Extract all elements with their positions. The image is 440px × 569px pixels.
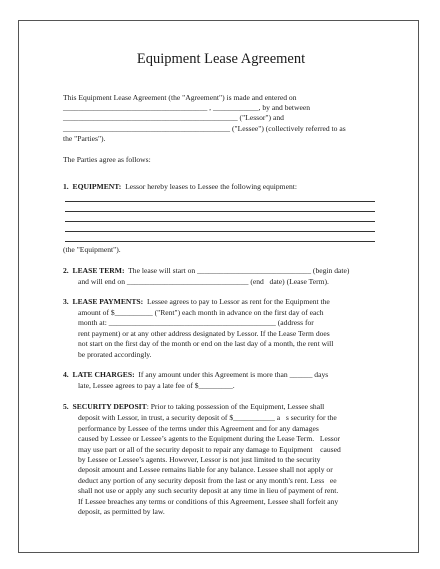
section-text: : Prior to taking possession of the Equipment, Lessee shall	[146, 402, 325, 411]
section-text: amount of $__________ ("Rent") each month in advance on the first day of each	[78, 308, 324, 317]
intro-line: the "Parties").	[63, 134, 106, 143]
section-text: performance by Lessee of the terms under this Agreement and for any damages	[78, 424, 319, 433]
section-lease-payments	[63, 297, 330, 307]
section-text: deposit, as permitted by law.	[78, 507, 165, 516]
section-equipment	[63, 182, 297, 192]
equipment-blank-line	[65, 241, 375, 242]
section-text: not start on the first day of the month or end on the last day of a month, the rent will	[78, 339, 334, 348]
section-text: deposit with Lessor, in trust, a security deposit of $___________ a s security for the	[78, 413, 337, 422]
section-text: shall not use or apply any such security deposit at any time in lieu of payment of rent.	[78, 486, 339, 495]
intro-line: ______________________________________________ ("Lessor") and	[63, 113, 284, 122]
section-text: deduct any portion of any security deposit from the last or any month's rent. Less ee	[78, 476, 337, 485]
equipment-blank-line	[65, 231, 375, 232]
equipment-blank-line	[65, 221, 375, 222]
agree-text: The Parties agree as follows:	[63, 155, 151, 164]
section-number: 2.	[63, 266, 69, 275]
section-number: 4.	[63, 370, 69, 379]
section-text: late, Lessee agrees to pay a late fee of $_________.	[78, 381, 235, 390]
section-text: month at: ____________________________________________ (address for	[78, 318, 314, 327]
section-number: 5.	[63, 402, 69, 411]
section-heading: LEASE PAYMENTS:	[72, 297, 144, 306]
section-text: may use part or all of the security deposit to repair any damage to Equipment caused	[78, 445, 341, 454]
intro-line: ____________________________________________ ("Lessee") (collectively referred to as	[63, 124, 346, 133]
intro-line: This Equipment Lease Agreement (the "Agreement") is made and entered on	[63, 93, 297, 102]
document-title: Equipment Lease Agreement	[136, 51, 306, 67]
section-text: Lessee agrees to pay to Lessor as rent for the Equipment the	[146, 297, 330, 306]
section-text: caused by Lessee or Lessee’s agents to the Equipment during the Lease Term. Lessor	[78, 434, 341, 443]
section-text: The lease will start on ______________________________ (begin date)	[128, 266, 350, 275]
equipment-closing: (the "Equipment").	[63, 245, 121, 254]
section-text: by Lessee or Lessee’s agents. However, Lessor is not just limited to the security	[78, 455, 321, 464]
section-text: be prorated accordingly.	[78, 350, 152, 359]
section-security-deposit	[63, 402, 324, 412]
section-text: Lessor hereby leases to Lessee the following equipment:	[125, 182, 297, 191]
section-heading: SECURITY DEPOSIT	[72, 402, 147, 411]
equipment-blank-line	[65, 201, 375, 202]
section-number: 3.	[63, 297, 69, 306]
section-text: and will end on ________________________________ (end date) (Lease Term).	[78, 277, 329, 286]
section-text: If any amount under this Agreement is more than ______ days	[138, 370, 329, 379]
section-number: 1.	[63, 182, 69, 191]
section-text: If Lessee breaches any terms or conditions of this Agreement, Lessee shall forfeit any	[78, 497, 339, 506]
intro-line: ______________________________________ , ____________, by and between	[63, 103, 310, 112]
section-heading: LATE CHARGES:	[72, 370, 135, 379]
section-text: rent payment) or at any other address designated by Lessor. If the Lease Term does	[78, 329, 330, 338]
section-late-charges	[63, 370, 328, 380]
equipment-blank-line	[65, 211, 375, 212]
section-heading: LEASE TERM:	[72, 266, 125, 275]
section-heading: EQUIPMENT:	[72, 182, 122, 191]
section-text: deposit amount and Lessee remains liable for any balance. Lessee shall not apply or	[78, 465, 333, 474]
section-lease-term	[63, 266, 349, 276]
